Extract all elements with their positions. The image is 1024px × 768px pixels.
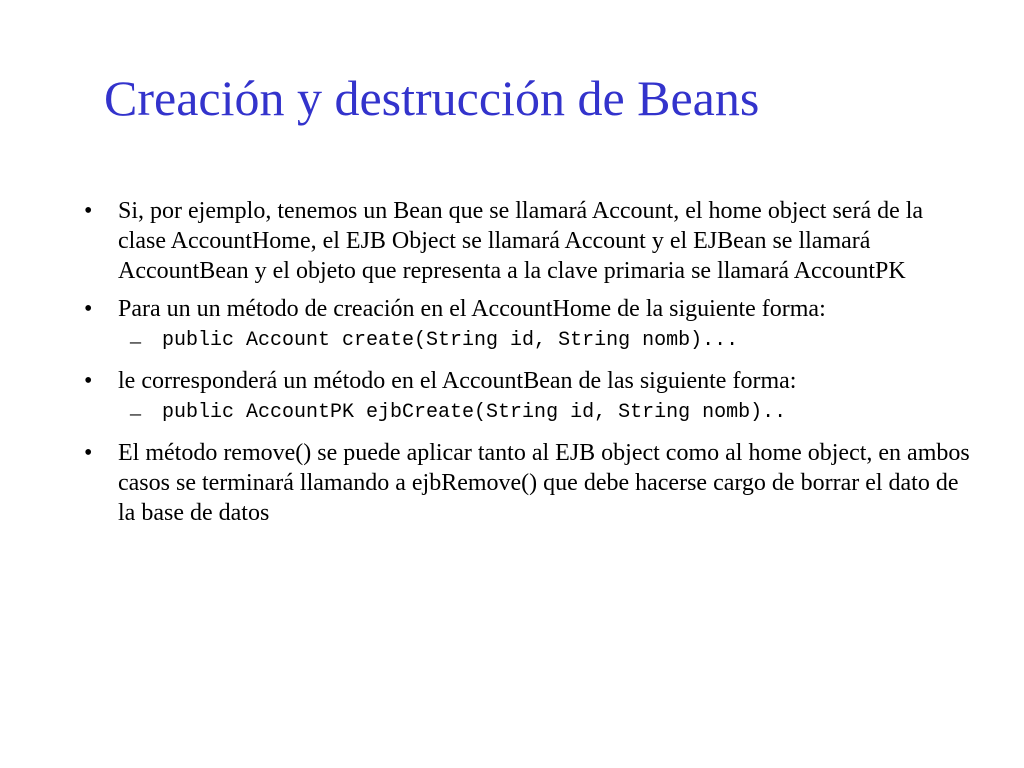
bullet-text: Si, por ejemplo, tenemos un Bean que se llamará Account, el home object será de la clase AccountHome, el EJB Object se llamará Account y el EJBean se llamará AccountBean y el objeto que representa a la clave primaria se llamará AccountPK <box>118 198 924 284</box>
slide-title: Creación y destrucción de Beans <box>104 70 760 126</box>
dash-icon: – <box>130 328 141 353</box>
bullet-icon: • <box>84 368 93 394</box>
bullet-icon: • <box>84 296 93 322</box>
code-text: public AccountPK ejbCreate(String id, String nomb).. <box>162 401 787 424</box>
bullet-item <box>76 196 976 286</box>
bullet-text: Para un un método de creación en el AccountHome de la siguiente forma: <box>118 296 826 322</box>
bullet-text: le corresponderá un método en el AccountBean de las siguiente forma: <box>118 368 797 394</box>
code-sub-item <box>76 400 976 426</box>
bullet-icon: • <box>84 440 93 466</box>
code-sub-item <box>76 328 976 354</box>
code-text: public Account create(String id, String nomb)... <box>162 329 739 352</box>
bullet-icon: • <box>84 198 93 224</box>
slide-body <box>76 196 976 536</box>
dash-icon: – <box>130 400 141 425</box>
bullet-item <box>76 438 976 528</box>
bullet-text: El método remove() se puede aplicar tanto al EJB object como al home object, en ambos casos se terminará llamando a ejbRemove() que debe hacerse cargo de borrar el dato de la base de datos <box>118 440 970 526</box>
bullet-item <box>76 366 976 396</box>
bullet-item <box>76 294 976 324</box>
